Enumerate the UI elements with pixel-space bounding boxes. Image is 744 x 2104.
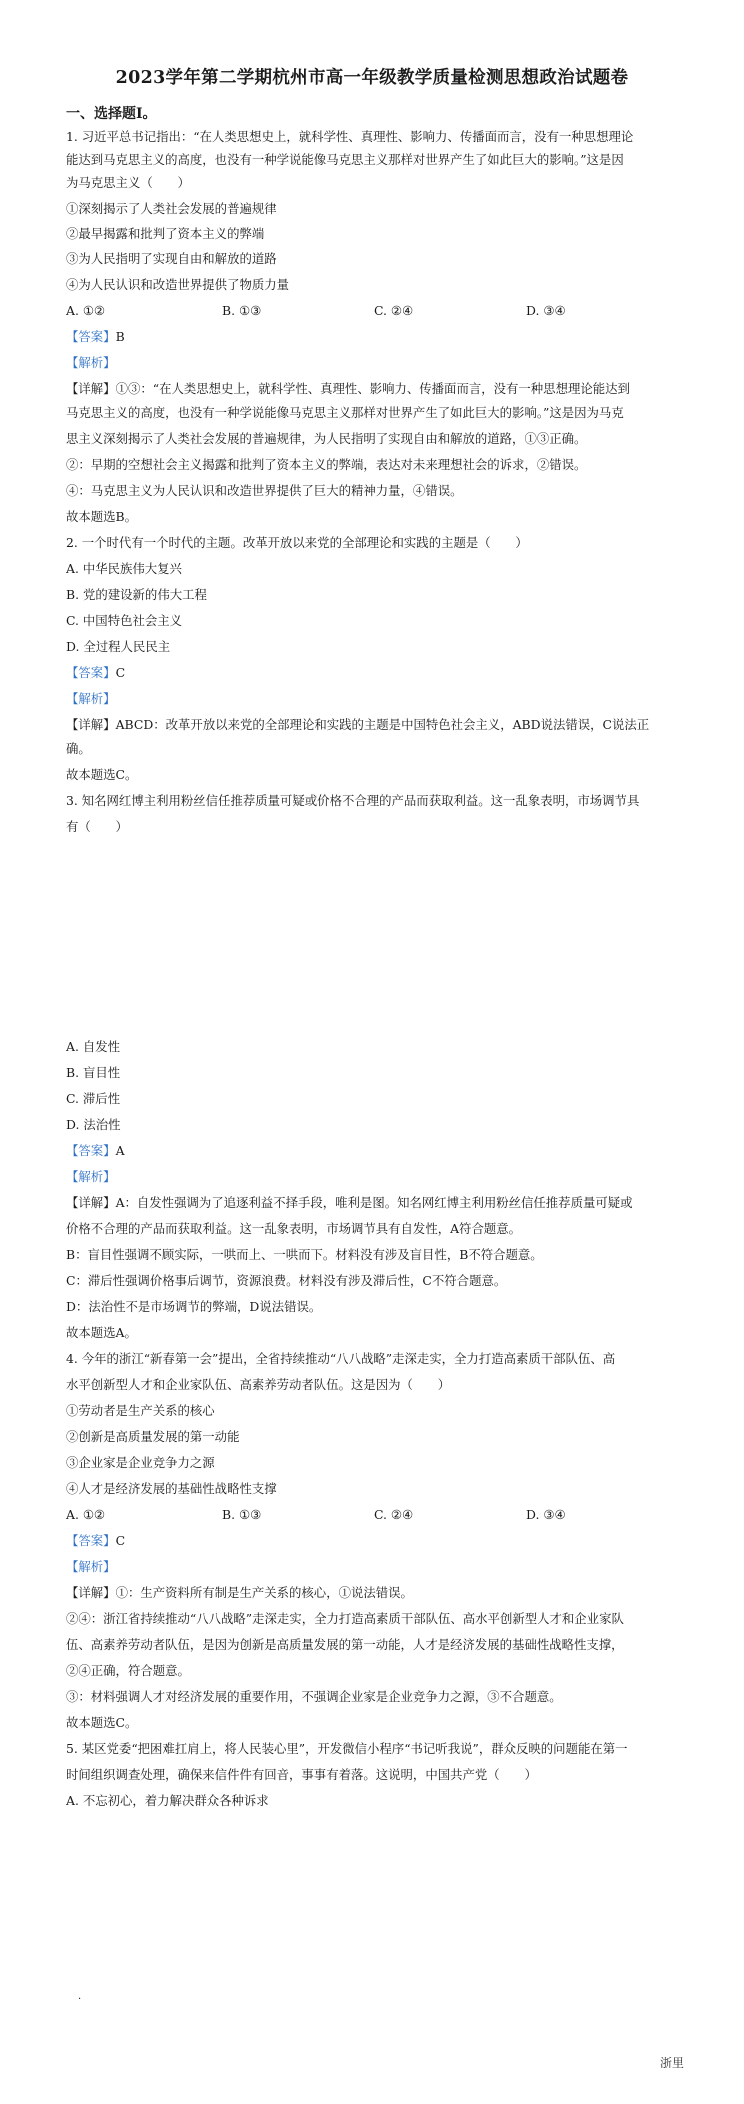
q3-option-a: A. 自发性: [66, 1039, 120, 1054]
q4-detail-line: 故本题选C。: [66, 1715, 138, 1730]
document-title: 2023学年第二学期杭州市高一年级教学质量检测思想政治试题卷: [115, 68, 629, 88]
q1-detail-line: 故本题选B。: [66, 509, 138, 524]
q4-analysis-label: 【解析】: [66, 1559, 116, 1574]
q3-answer: [66, 1142, 678, 1160]
q1-analysis-label: 【解析】: [66, 355, 116, 370]
q1-detail-line: 思主义深刻揭示了人类社会发展的普遍规律，为人民指明了实现自由和解放的道路，①③正确。: [66, 431, 587, 446]
q4-item: ②创新是高质量发展的第一动能: [66, 1429, 240, 1444]
q4-detail-line: [66, 1584, 678, 1602]
detail-label: 【详解】: [66, 717, 116, 732]
detail-label: 【详解】: [66, 1195, 116, 1210]
page-footer: 浙里: [660, 2056, 685, 2070]
q4-option-a: A. ①②: [66, 1507, 106, 1522]
q3-detail-line: B：盲目性强调不顾实际，一哄而上、一哄而下。材料没有涉及盲目性，B不符合题意。: [66, 1247, 543, 1262]
q1-answer-value: B: [115, 329, 125, 344]
q1-detail-line: ④：马克思主义为人民认识和改造世界提供了巨大的精神力量，④错误。: [66, 483, 463, 498]
q4-detail-line: ③：材料强调人才对经济发展的重要作用，不强调企业家是企业竞争力之源，③不合题意。: [66, 1689, 562, 1704]
q4-option-d: D. ③④: [526, 1507, 566, 1522]
q4-detail-line: ②④正确，符合题意。: [66, 1663, 190, 1678]
q2-detail-text: ABCD：改革开放以来党的全部理论和实践的主题是中国特色社会主义，ABD说法错误，C说法正: [115, 717, 650, 732]
detail-label: 【详解】: [66, 381, 116, 396]
q4-answer-value: C: [115, 1533, 126, 1548]
q1-answer: [66, 328, 678, 346]
q4-answer: [66, 1532, 678, 1550]
q3-stem-line: 有（ ）: [66, 819, 128, 834]
answer-label: 【答案】: [66, 665, 116, 680]
q3-detail-line: 故本题选A。: [66, 1325, 137, 1340]
q1-item: ①深刻揭示了人类社会发展的普遍规律: [66, 201, 277, 216]
q4-option-c: C. ②④: [374, 1507, 414, 1522]
q1-option-a: A. ①②: [66, 303, 106, 318]
answer-label: 【答案】: [66, 1533, 116, 1548]
q2-analysis-label: 【解析】: [66, 691, 116, 706]
q3-analysis-label: 【解析】: [66, 1169, 116, 1184]
q2-stem-line: 2. 一个时代有一个时代的主题。改革开放以来党的全部理论和实践的主题是（ ）: [66, 535, 528, 550]
q2-detail-line: 故本题选C。: [66, 767, 138, 782]
q1-option-c: C. ②④: [374, 303, 414, 318]
q1-item: ④为人民认识和改造世界提供了物质力量: [66, 277, 290, 292]
q2-option-a: A. 中华民族伟大复兴: [66, 561, 182, 576]
q1-detail-line: 马克思主义的高度，也没有一种学说能像马克思主义那样对世界产生了如此巨大的影响。”这是因为马克: [66, 405, 624, 420]
q3-option-b: B. 盲目性: [66, 1065, 121, 1080]
q3-stem-line: 3. 知名网红博主利用粉丝信任推荐质量可疑或价格不合理的产品而获取利益。这一乱象表明，市场调节具: [66, 793, 640, 808]
q1-option-d: D. ③④: [526, 303, 566, 318]
q4-item: ①劳动者是生产关系的核心: [66, 1403, 215, 1418]
q5-stem-line: 5. 某区党委“把困难扛肩上，将人民装心里”，开发微信小程序“书记听我说”，群众反映的问题能在第一: [66, 1741, 628, 1756]
section-heading: 一、选择题Ⅰ。: [66, 106, 157, 122]
q1-item: ③为人民指明了实现自由和解放的道路: [66, 251, 277, 266]
q1-detail-text: ①③：“在人类思想史上，就科学性、真理性、影响力、传播面而言，没有一种思想理论能达到: [115, 381, 630, 396]
q4-detail-line: ②④：浙江省持续推动“八八战略”走深走实，全力打造高素质干部队伍、高水平创新型人才和企业家队: [66, 1611, 624, 1626]
q4-item: ④人才是经济发展的基础性战略性支撑: [66, 1481, 277, 1496]
answer-label: 【答案】: [66, 1143, 116, 1158]
q2-answer: [66, 664, 678, 682]
q2-option-b: B. 党的建设新的伟大工程: [66, 587, 207, 602]
q4-detail-line: 伍、高素养劳动者队伍，是因为创新是高质量发展的第一动能，人才是经济发展的基础性战略性支撑，: [66, 1637, 624, 1652]
q3-detail-text: A：自发性强调为了追逐利益不择手段，唯利是图。知名网红博主利用粉丝信任推荐质量可疑或: [115, 1195, 633, 1210]
q5-stem-line: 时间组织调查处理，确保来信件件有回音，事事有着落。这说明，中国共产党（ ）: [66, 1767, 537, 1782]
q3-answer-value: A: [115, 1143, 125, 1158]
q1-item: ②最早揭露和批判了资本主义的弊端: [66, 226, 265, 241]
q4-item: ③企业家是企业竞争力之源: [66, 1455, 215, 1470]
q3-detail-line: D：法治性不是市场调节的弊端，D说法错误。: [66, 1299, 322, 1314]
q3-detail-line: [66, 1194, 678, 1212]
q3-detail-line: C：滞后性强调价格事后调节，资源浪费。材料没有涉及滞后性，C不符合题意。: [66, 1273, 507, 1288]
q4-stem-line: 水平创新型人才和企业家队伍、高素养劳动者队伍。这是因为（ ）: [66, 1377, 451, 1392]
q2-detail-line: 确。: [66, 741, 91, 756]
q1-stem-line: 1. 习近平总书记指出：“在人类思想史上，就科学性、真理性、影响力、传播面而言，没有一种思想理论: [66, 129, 634, 144]
q4-detail-text: ①：生产资料所有制是生产关系的核心，①说法错误。: [115, 1585, 413, 1600]
q1-option-b: B. ①③: [222, 303, 262, 318]
q1-stem-line: 能达到马克思主义的高度，也没有一种学说能像马克思主义那样对世界产生了如此巨大的影响。”这是因: [66, 152, 624, 167]
q3-detail-line: 价格不合理的产品而获取利益。这一乱象表明，市场调节具有自发性，A符合题意。: [66, 1221, 522, 1236]
q2-answer-value: C: [115, 665, 126, 680]
answer-label: 【答案】: [66, 329, 116, 344]
q2-option-d: D. 全过程人民民主: [66, 639, 171, 654]
q1-detail-line: ②：早期的空想社会主义揭露和批判了资本主义的弊端，表达对未来理想社会的诉求，②错误。: [66, 457, 587, 472]
q1-detail-line: [66, 380, 678, 398]
q2-detail-line: [66, 716, 678, 734]
q2-option-c: C. 中国特色社会主义: [66, 613, 183, 628]
q4-option-b: B. ①③: [222, 1507, 262, 1522]
q4-stem-line: 4. 今年的浙江“新春第一会”提出，全省持续推动“八八战略”走深走实，全力打造高素质干部队伍、高: [66, 1351, 616, 1366]
q5-option-a: A. 不忘初心，着力解决群众各种诉求: [66, 1793, 269, 1808]
q3-option-d: D. 法治性: [66, 1117, 121, 1132]
stray-mark: ·: [78, 1994, 82, 2005]
detail-label: 【详解】: [66, 1585, 116, 1600]
q1-stem-line: 为马克思主义（ ）: [66, 175, 190, 190]
q3-option-c: C. 滞后性: [66, 1091, 121, 1106]
